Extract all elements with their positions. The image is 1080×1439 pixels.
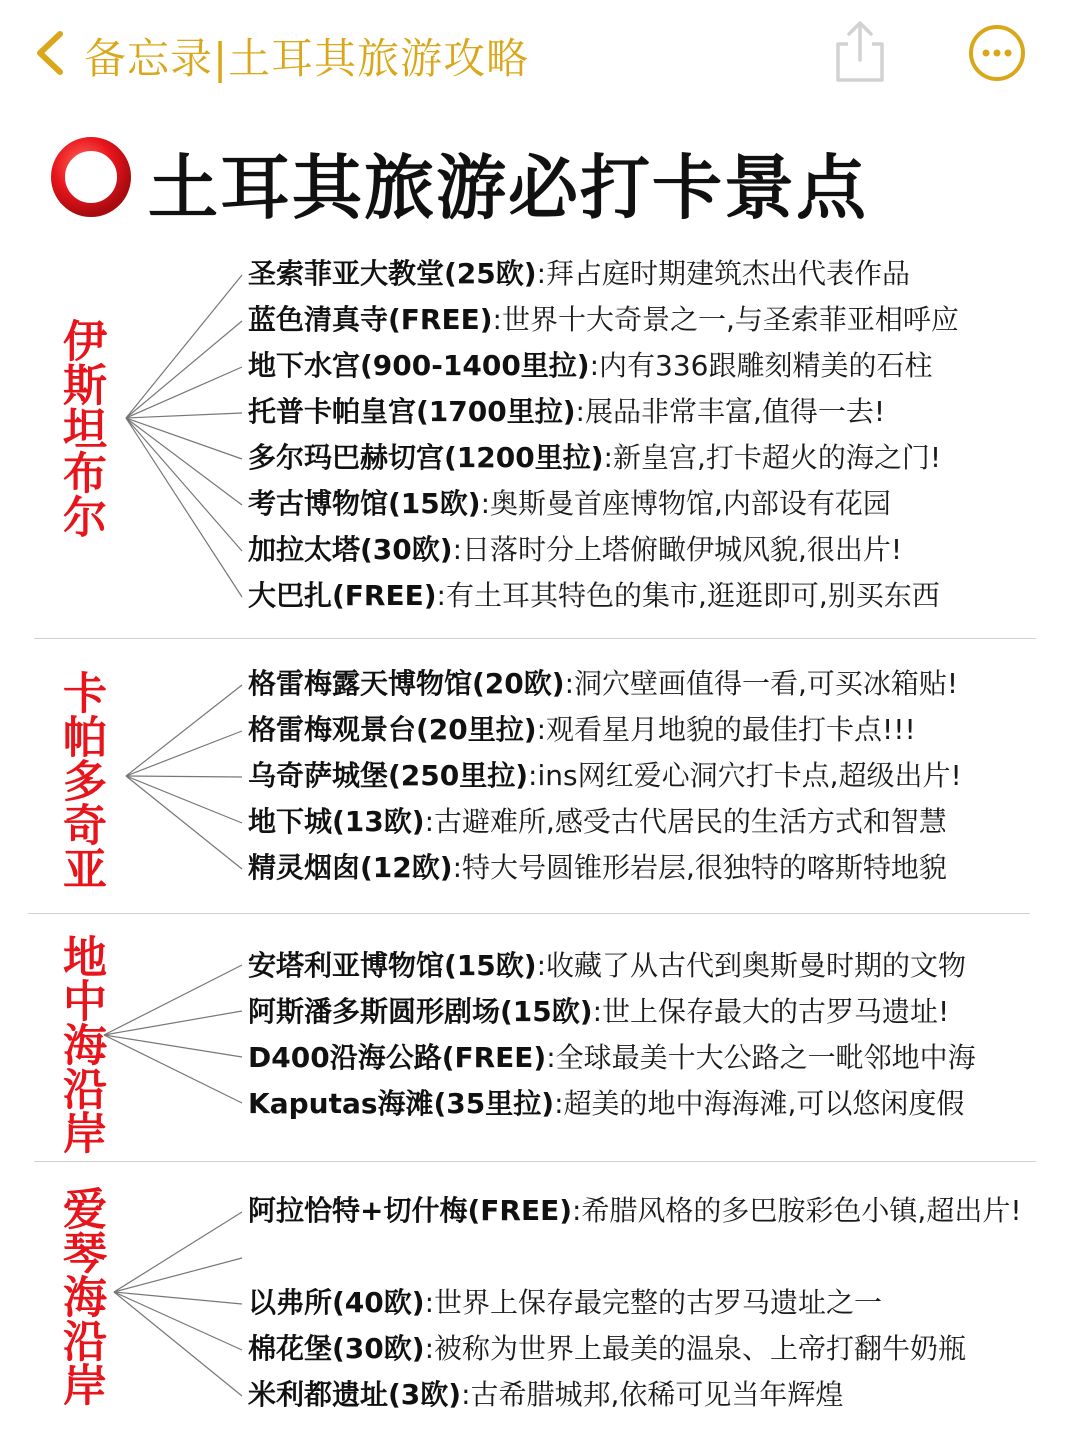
spot-name: 以弗所(40欧)	[248, 1286, 425, 1319]
region-label: 爱琴海沿岸	[55, 1186, 106, 1406]
spot-desc: :古希腊城邦,依稀可见当年辉煌	[461, 1378, 844, 1411]
spot-name: 托普卡帕皇宫(1700里拉)	[248, 395, 576, 428]
spot-desc: :展品非常丰富,值得一去!	[575, 395, 886, 428]
spot-name: 地下水宫(900-1400里拉)	[248, 349, 590, 382]
spot-desc: :收藏了从古代到奥斯曼时期的文物	[536, 949, 966, 982]
spot-name: 蓝色清真寺(FREE)	[248, 303, 493, 336]
region-label: 地中海沿岸	[55, 934, 106, 1154]
spot-desc: :古避难所,感受古代居民的生活方式和智慧	[424, 805, 947, 838]
spot-desc: :超美的地中海海滩,可以悠闲度假	[554, 1087, 965, 1120]
spot-name: Kaputas海滩(35里拉)	[248, 1087, 555, 1120]
spot-desc: :希腊风格的多巴胺彩色小镇,超出片!	[572, 1194, 1022, 1227]
spot-desc: :被称为世界上最美的温泉、上帝打翻牛奶瓶	[424, 1332, 966, 1365]
spot-name: 阿拉恰特+切什梅(FREE)	[248, 1194, 572, 1227]
spot-name: 精灵烟囱(12欧)	[248, 851, 453, 884]
spot-name: D400沿海公路(FREE)	[248, 1041, 547, 1074]
spot-name: 棉花堡(30欧)	[248, 1332, 425, 1365]
spot-name: 安塔利亚博物馆(15欧)	[248, 949, 537, 982]
spot-desc: :日落时分上塔俯瞰伊城风貌,很出片!	[452, 533, 903, 566]
spot-name: 米利都遗址(3欧)	[248, 1378, 462, 1411]
spot-name: 乌奇萨城堡(250里拉)	[248, 759, 529, 792]
region-label: 卡帕多奇亚	[55, 670, 106, 890]
spot-desc: :洞穴壁画值得一看,可买冰箱贴!	[564, 667, 959, 700]
spot-name: 格雷梅观景台(20里拉)	[248, 713, 537, 746]
region-label: 伊斯坦布尔	[55, 318, 106, 538]
spot-desc: :观看星月地貌的最佳打卡点!!!	[536, 713, 916, 746]
spot-desc: :内有336跟雕刻精美的石柱	[589, 349, 933, 382]
spot-name: 阿斯潘多斯圆形剧场(15欧)	[248, 995, 593, 1028]
page-title: 土耳其旅游必打卡景点	[148, 147, 868, 229]
spot-desc: :世界十大奇景之一,与圣索菲亚相呼应	[492, 303, 959, 336]
list-item	[248, 1188, 1038, 1234]
note-title: 备忘录|土耳其旅游攻略	[84, 34, 530, 83]
spot-name: 圣索菲亚大教堂(25欧)	[248, 257, 537, 290]
spot-desc: :世界上保存最完整的古罗马遗址之一	[424, 1286, 882, 1319]
spot-desc: :新皇宫,打卡超火的海之门!	[603, 441, 942, 474]
list-item	[248, 1280, 882, 1326]
spot-desc: :有土耳其特色的集市,逛逛即可,别买东西	[436, 579, 940, 612]
list-item	[248, 1372, 843, 1418]
spot-name: 考古博物馆(15欧)	[248, 487, 481, 520]
list-item	[248, 1326, 966, 1372]
spot-desc: :全球最美十大公路之一毗邻地中海	[546, 1041, 976, 1074]
spot-name: 多尔玛巴赫切宫(1200里拉)	[248, 441, 604, 474]
spot-desc: :奥斯曼首座博物馆,内部设有花园	[480, 487, 891, 520]
spot-desc: :特大号圆锥形岩层,很独特的喀斯特地貌	[452, 851, 947, 884]
spot-name: 地下城(13欧)	[248, 805, 425, 838]
spot-desc: :世上保存最大的古罗马遗址!	[592, 995, 950, 1028]
spot-name: 格雷梅露天博物馆(20欧)	[248, 667, 565, 700]
spot-desc: :ins网红爱心洞穴打卡点,超级出片!	[528, 759, 962, 792]
spot-desc: :拜占庭时期建筑杰出代表作品	[536, 257, 910, 290]
spot-name: 大巴扎(FREE)	[248, 579, 437, 612]
spot-name: 加拉太塔(30欧)	[248, 533, 453, 566]
